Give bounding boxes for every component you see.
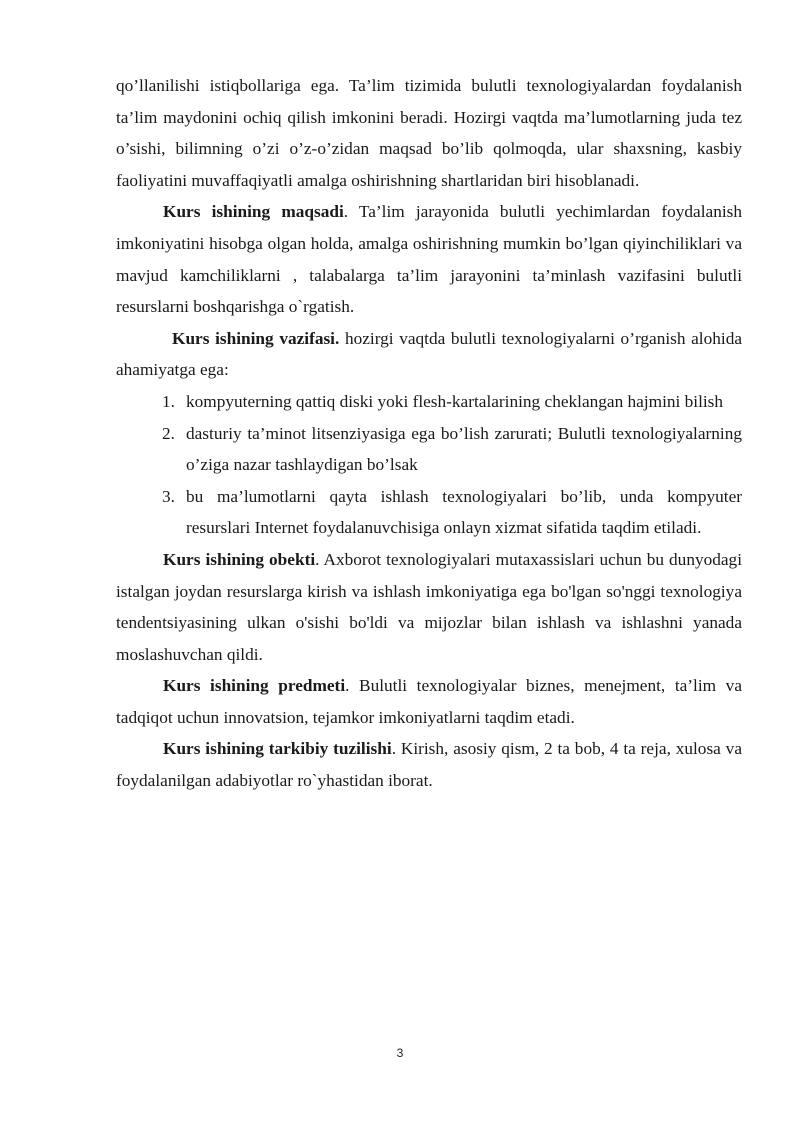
- purpose-heading: Kurs ishining maqsadi: [163, 202, 344, 222]
- list-item: [162, 418, 742, 481]
- intro-paragraph: [116, 70, 742, 196]
- list-item-text: kompyuterning qattiq diski yoki flesh-kartalarining cheklangan hajmini bilish: [186, 391, 724, 411]
- tasks-list: [116, 386, 742, 544]
- document-body: [116, 70, 742, 797]
- list-item: [162, 386, 742, 418]
- list-item-number: 3.: [162, 486, 175, 506]
- object-heading: Kurs ishining obekti: [163, 549, 316, 569]
- purpose-text: . Ta’lim jarayonida bulutli yechimlardan foydalanish imkoniyatini hisobga olgan holda, amalga oshirishning mumkin bo’lgan qiyinchiliklari va mavjud kamchiliklarni , talabalarga ta’lim jarayonini ta’minlash vazifasini bulutli resurslarni boshqarishga o`rgatish.: [116, 202, 743, 317]
- list-item-number: 1.: [162, 391, 175, 411]
- subject-paragraph: [116, 670, 742, 733]
- object-text: . Axborot texnologiyalari mutaxassislari uchun bu dunyodagi istalgan joydan resurslarga kirish va ishlash imkoniyatiga ega bo'lgan so'nggi texnologiya tendentsiyasining ulkan o'sishi bo'ldi va mijozlar bilan ishlash va ishlashni yanada moslashuvchan qildi.: [116, 549, 742, 664]
- list-item-text: dasturiy ta’minot litsenziyasiga ega bo’lish zarurati; Bulutli texnologiyalarning o’ziga nazar tashlaydigan bo’lsak: [186, 423, 742, 475]
- list-item-text: bu ma’lumotlarni qayta ishlash texnologiyalari bo’lib, unda kompyuter resurslari Internet foydalanuvchisiga onlayn xizmat sifatida taqdim etiladi.: [186, 486, 742, 538]
- structure-paragraph: [116, 733, 742, 796]
- tasks-text: hozirgi vaqtda bulutli texnologiyalarni o’rganish alohida ahamiyatga ega:: [116, 328, 743, 380]
- structure-heading: Kurs ishining tarkibiy tuzilishi: [163, 739, 392, 759]
- tasks-paragraph: [116, 323, 742, 386]
- list-item: [162, 481, 742, 544]
- intro-text: qo’llanilishi istiqbollariga ega. Ta’lim tizimida bulutli texnologiyalardan foydalanish ta’lim maydonini ochiq qilish imkonini beradi. Hozirgi vaqtda ma’lumotlarning juda tez o’sishi, bilimning o’zi o’z-o’zidan maqsad bo’lib qolmoqda, ular shaxsning, kasbiy faoliyatini muvaffaqiyatli amalga oshirishning shartlaridan biri hisoblanadi.: [116, 76, 742, 190]
- subject-heading: Kurs ishining predmeti: [163, 676, 346, 696]
- tasks-heading: Kurs ishining vazifasi.: [172, 328, 340, 348]
- structure-text: . Kirish, asosiy qism, 2 ta bob, 4 ta reja, xulosa va foydalanilgan adabiyotlar ro`yhastidan iborat.: [116, 739, 742, 791]
- subject-text: . Bulutli texnologiyalar biznes, menejment, ta’lim va tadqiqot uchun innovatsion, tejamkor imkoniyatlarni taqdim etadi.: [116, 676, 742, 727]
- purpose-paragraph: [116, 196, 742, 322]
- list-item-number: 2.: [162, 423, 175, 443]
- object-paragraph: [116, 544, 742, 670]
- page-number: 3: [396, 1046, 404, 1060]
